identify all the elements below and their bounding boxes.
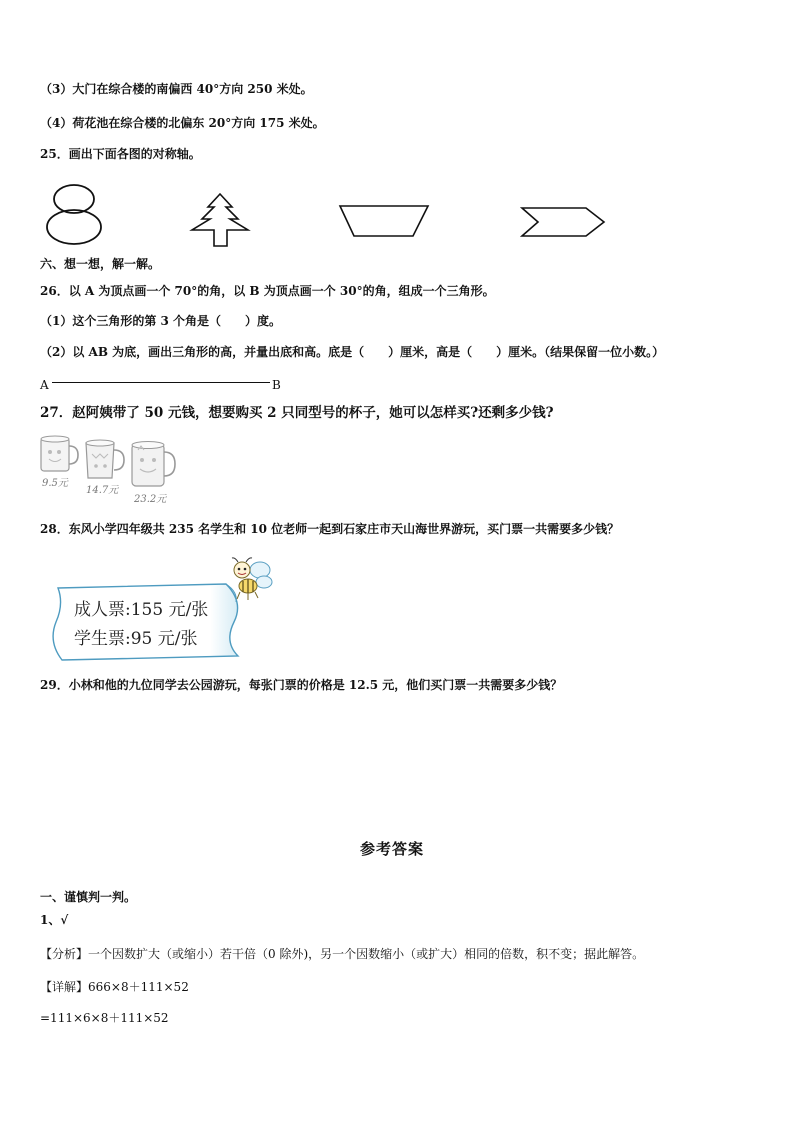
figure-chevron-arrow [518, 205, 610, 239]
figure-eight [40, 182, 110, 246]
segment-ab [52, 382, 270, 383]
prev-item-3: （3）大门在综合楼的南偏西 40°方向 250 米处。 [40, 82, 313, 96]
cup-2-price: 14.7元 [86, 485, 119, 496]
cup-1-image [38, 434, 80, 474]
cup-2-image [82, 438, 126, 482]
bee-mascot-image [226, 556, 274, 602]
question-27-text: 27．赵阿姨带了 50 元钱，想要购买 2 只同型号的杯子，她可以怎样买?还剩多少钱? [40, 405, 554, 421]
question-25-text: 25．画出下面各图的对称轴。 [40, 147, 201, 161]
question-29-text: 29．小林和他的九位同学去公园游玩，每张门票的价格是 12.5 元，他们买门票一共需要多少钱？ [40, 678, 563, 692]
answer-step: =111×6×8＋111×52 [40, 1011, 169, 1025]
figure-tree [186, 192, 256, 250]
answer-item-1: 1、√ [40, 913, 69, 927]
student-ticket-price: 学生票:95 元/张 [74, 629, 198, 649]
section-6-title: 六、想一想，解一解。 [40, 257, 161, 271]
question-26-sub2: （2）以 AB 为底，画出三角形的高，并量出底和高。底是（ ）厘米，高是（ ）厘米。（结果保留一位小数。） [40, 345, 665, 359]
answer-detail: 【详解】666×8＋111×52 [40, 980, 189, 994]
answers-title: 参考答案 [360, 840, 425, 858]
ticket-price-scroll [48, 582, 248, 662]
cup-3-image [128, 438, 178, 490]
question-28-text: 28．东风小学四年级共 235 名学生和 10 位老师一起到石家庄市天山海世界游玩，买门票一共需要多少钱？ [40, 522, 620, 536]
question-26-sub1: （1）这个三角形的第 3 个角是（ ）度。 [40, 314, 282, 328]
answer-analysis: 【分析】一个因数扩大（或缩小）若干倍（0 除外)，另一个因数缩小（或扩大）相同的倍数，积不变；据此解答。 [40, 947, 645, 961]
point-a-label: A [40, 378, 49, 392]
answers-section-1: 一、谨慎判一判。 [40, 890, 137, 904]
point-b-label: B [272, 378, 281, 392]
cup-1-price: 9.5元 [42, 478, 68, 489]
cup-3-price: 23.2元 [134, 494, 167, 505]
prev-item-4: （4）荷花池在综合楼的北偏东 20°方向 175 米处。 [40, 116, 325, 130]
figure-trapezoid [336, 200, 436, 242]
question-26-text: 26．以 A 为顶点画一个 70°的角，以 B 为顶点画一个 30°的角，组成一个三角形。 [40, 284, 495, 298]
adult-ticket-price: 成人票:155 元/张 [74, 600, 209, 620]
